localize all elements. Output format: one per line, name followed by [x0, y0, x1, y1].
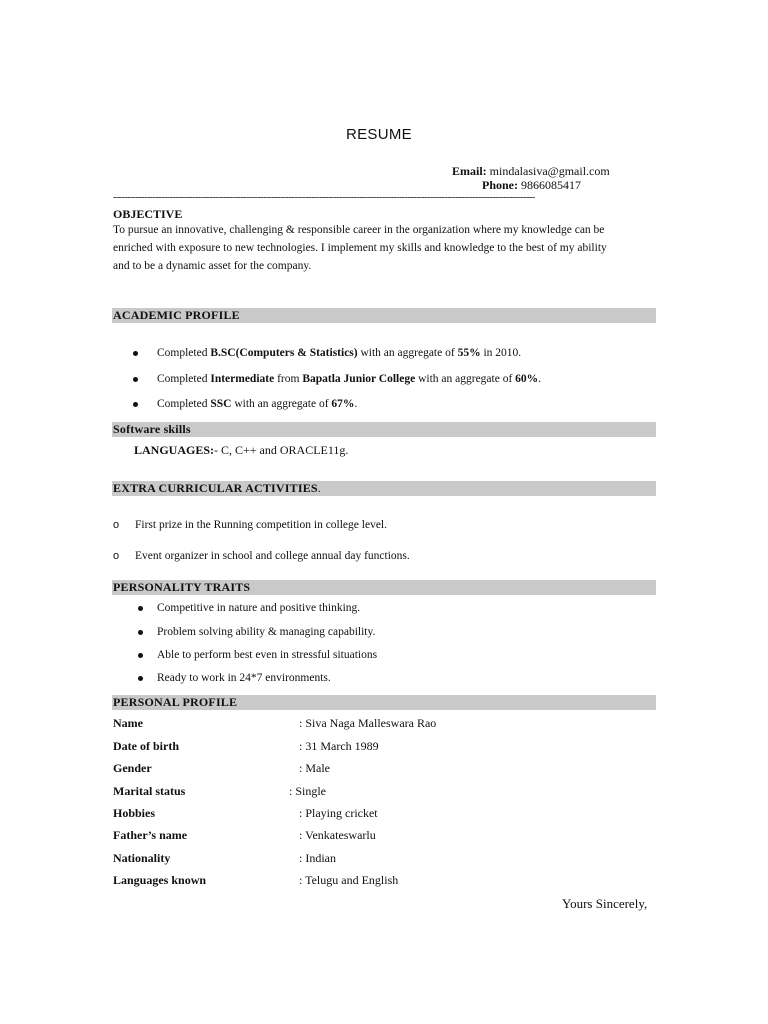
trait-item: Competitive in nature and positive thinking.	[138, 601, 360, 616]
personal-row-label: Hobbies	[113, 806, 156, 820]
personality-traits-heading: PERSONALITY TRAITS	[112, 580, 656, 595]
objective-heading: OBJECTIVE	[113, 207, 183, 221]
activity-item: o Event organizer in school and college annual day functions.	[113, 550, 410, 562]
phone-label: Phone:	[482, 178, 518, 192]
personal-row-value: : Indian	[299, 851, 336, 865]
bullet-icon	[138, 676, 143, 681]
personal-row-label: Date of birth	[113, 739, 179, 753]
bullet-icon	[138, 606, 143, 611]
personal-row-value: : Playing cricket	[299, 806, 378, 820]
circle-bullet-icon: o	[113, 550, 120, 562]
academic-profile-heading: ACADEMIC PROFILE	[112, 308, 656, 323]
personal-row-label: Gender	[113, 761, 152, 775]
trait-item: Problem solving ability & managing capability.	[138, 625, 375, 640]
bullet-icon	[133, 377, 138, 382]
trait-item: Able to perform best even in stressful situations	[138, 648, 377, 663]
resume-title: RESUME	[346, 126, 412, 143]
email-label: Email:	[452, 164, 487, 178]
personal-row-value: : Siva Naga Malleswara Rao	[299, 716, 437, 730]
personal-row-label: Name	[113, 716, 143, 730]
bullet-icon	[138, 630, 143, 635]
personal-profile-heading: PERSONAL PROFILE	[112, 695, 656, 710]
separator-line: -----------------------------------------------------------------------------------------------------------------------------------------------------	[113, 193, 535, 203]
academic-item: Completed SSC with an aggregate of 67%.	[133, 397, 357, 412]
extra-curricular-heading: EXTRA CURRICULAR ACTIVITIES.	[112, 481, 656, 496]
objective-text	[113, 221, 658, 275]
closing-text: Yours Sincerely,	[562, 896, 648, 911]
personal-row-label: Marital status	[113, 784, 186, 798]
bullet-icon	[138, 653, 143, 658]
academic-item: Completed Intermediate from Bapatla Junior College with an aggregate of 60%.	[133, 372, 541, 387]
academic-item: Completed B.SC(Computers & Statistics) with an aggregate of 55% in 2010.	[133, 346, 521, 361]
objective-line-1: To pursue an innovative, challenging & responsible career in the organization where my knowledge can be	[113, 224, 605, 236]
languages-value: - C, C++ and ORACLE11g.	[214, 443, 349, 457]
personal-row-value: : 31 March 1989	[299, 739, 379, 753]
objective-line-3: and to be a dynamic asset for the company.	[113, 260, 312, 272]
personal-row-value: : Venkateswarlu	[299, 828, 376, 842]
objective-line-2: enriched with exposure to new technologies. I implement my skills and knowledge to the best of my ability	[113, 242, 607, 254]
bullet-icon	[133, 402, 138, 407]
trait-item: Ready to work in 24*7 environments.	[138, 671, 331, 686]
personal-row-label: Father’s name	[113, 828, 188, 842]
email-value: mindalasiva@gmail.com	[489, 164, 610, 178]
personal-row-value: : Telugu and English	[299, 873, 399, 887]
phone-line	[482, 177, 581, 193]
activity-item: o First prize in the Running competition in college level.	[113, 519, 387, 531]
languages-line	[134, 443, 348, 458]
personal-row-value: : Single	[289, 784, 327, 798]
software-skills-heading: Software skills	[112, 422, 656, 437]
personal-row-label: Languages known	[113, 873, 207, 887]
personal-row-label: Nationality	[113, 851, 171, 865]
languages-label: LANGUAGES:	[134, 443, 215, 457]
phone-value: 9866085417	[521, 178, 581, 192]
bullet-icon	[133, 351, 138, 356]
circle-bullet-icon: o	[113, 519, 120, 531]
personal-row-value: : Male	[299, 761, 330, 775]
